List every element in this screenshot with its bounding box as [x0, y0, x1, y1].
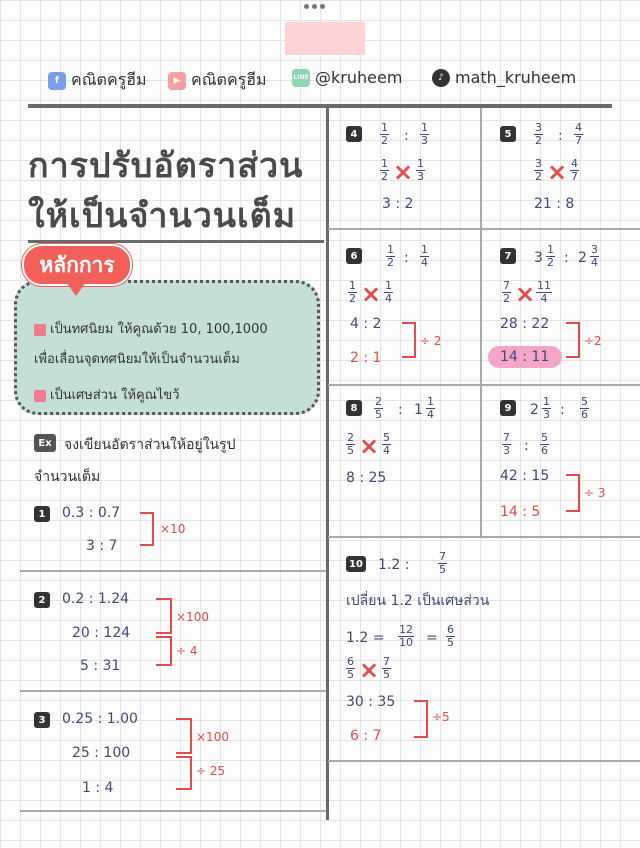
left-divider-2: [20, 690, 326, 692]
row-divider-2: [328, 384, 640, 386]
p2-row3: 5 : 31: [80, 658, 121, 674]
row-divider-1: [328, 228, 640, 230]
p9-conv-a: $\frac{7}{3}$: [503, 431, 510, 457]
cross-icon: ×: [361, 280, 382, 308]
social-facebook: f คณิตครูฮีม: [48, 68, 147, 93]
cross-icon: ×: [359, 432, 380, 460]
title-line-2: ให้เป็นจำนวนเต็ม: [28, 196, 297, 236]
rule-2: เป็นเศษส่วน ให้คูณไขว้: [34, 384, 180, 405]
p2-bracket-2: [156, 636, 172, 666]
ex-instruction-2: จำนวนเต็ม: [34, 469, 101, 485]
p9-bracket: [566, 474, 580, 512]
p7-row2: 14 : 11: [500, 349, 550, 365]
p8-whole: 1: [414, 402, 423, 418]
p10-frac-6-5: $\frac{6}{5}$: [447, 623, 454, 649]
cross-icon: ×: [547, 158, 568, 186]
ex-badge: Ex: [34, 434, 56, 452]
row-divider-4: [328, 760, 640, 762]
p7-cross-a: $\frac{7}{2}$: [503, 279, 510, 305]
p5-colon: :: [558, 128, 563, 144]
p9-colon: :: [560, 402, 565, 418]
p8-colon: :: [398, 402, 403, 418]
p2-op1: ×100: [176, 610, 209, 624]
p8-cross-b: $\frac{5}{4}$: [383, 431, 390, 457]
p7-colon: :: [564, 250, 569, 266]
social-line: LINE @kruheem: [293, 68, 403, 87]
tiktok-icon: ♪: [432, 69, 450, 87]
p5-frac-b: $\frac{4}{7}$: [575, 121, 582, 147]
p5-result: 21 : 8: [534, 196, 575, 212]
bullet-square-icon: [34, 324, 46, 336]
vertical-divider: [326, 108, 329, 820]
p10-frac-b: $\frac{7}{5}$: [439, 550, 446, 576]
p9-frac-b: $\frac{5}{6}$: [581, 395, 588, 421]
p10-cross-b: $\frac{7}{5}$: [383, 655, 390, 681]
bullet-square-icon: [34, 390, 46, 402]
p9-frac-1: $\frac{1}{3}$: [543, 395, 550, 421]
p6-row1: 4 : 2: [350, 316, 382, 332]
p9-colon-2: :: [524, 438, 529, 454]
p8-frac-a: $\frac{2}{5}$: [375, 395, 382, 421]
p7-row1: 28 : 22: [500, 316, 550, 332]
p10-eq: 1.2 =: [346, 630, 385, 646]
p6-colon: :: [404, 250, 409, 266]
p10-note: เปลี่ยน 1.2 เป็นเศษส่วน: [346, 593, 490, 609]
p6-cross-a: $\frac{1}{2}$: [349, 279, 356, 305]
more-dots-icon[interactable]: [304, 4, 325, 9]
p10-lead: 1.2 :: [378, 557, 410, 573]
facebook-icon: f: [48, 72, 66, 90]
p3-row3: 1 : 4: [82, 780, 114, 796]
p7-whole-2: 2: [578, 250, 587, 266]
p5-cross-b: $\frac{4}{7}$: [571, 157, 578, 183]
header-rule: [28, 104, 612, 108]
problem-1-badge: 1: [34, 506, 50, 522]
p10-row2: 6 : 7: [350, 728, 382, 744]
youtube-icon: ▶: [168, 72, 186, 90]
problem-7-badge: 7: [500, 248, 516, 264]
p8-result: 8 : 25: [346, 470, 387, 486]
p7-bracket: [566, 322, 580, 358]
social-youtube: ▶ คณิตครูฮีม: [168, 68, 267, 93]
p4-colon: :: [404, 128, 409, 144]
p5-cross-a: $\frac{3}{2}$: [535, 157, 542, 183]
p7-op: ÷2: [584, 334, 602, 348]
p2-row2: 20 : 124: [72, 625, 131, 641]
p9-conv-b: $\frac{5}{6}$: [541, 431, 548, 457]
problem-4-badge: 4: [346, 126, 362, 142]
problem-6-badge: 6: [346, 248, 362, 264]
p7-frac-1: $\frac{1}{2}$: [547, 243, 554, 269]
p1-row2: 3 : 7: [86, 538, 118, 554]
left-divider-1: [20, 570, 326, 572]
p6-op: ÷ 2: [420, 334, 442, 348]
row-divider-3: [328, 536, 640, 538]
problem-5-badge: 5: [500, 126, 516, 142]
p3-row1: 0.25 : 1.00: [62, 711, 138, 727]
p7-frac-2: $\frac{3}{4}$: [591, 243, 598, 269]
p9-row1: 42 : 15: [500, 468, 550, 484]
problem-8-badge: 8: [346, 400, 362, 416]
p6-bracket: [402, 322, 416, 358]
p9-row2: 14 : 5: [500, 504, 541, 520]
p4-cross-a: $\frac{1}{2}$: [381, 157, 388, 183]
p5-frac-a: $\frac{3}{2}$: [535, 121, 542, 147]
rule-1: เป็นทศนิยม ให้คูณด้วย 10, 100,1000: [34, 318, 268, 339]
p2-row1: 0.2 : 1.24: [62, 591, 130, 607]
p2-bracket-1: [156, 598, 172, 634]
p7-whole-1: 3: [534, 250, 543, 266]
line-icon: LINE: [292, 69, 310, 87]
cross-icon: ×: [359, 656, 380, 684]
p6-frac-a: $\frac{1}{2}$: [387, 243, 394, 269]
cross-icon: ×: [393, 158, 414, 186]
problem-10-badge: 10: [346, 556, 366, 572]
p3-row2: 25 : 100: [72, 745, 131, 761]
p3-op2: ÷ 25: [196, 764, 226, 778]
p6-frac-b: $\frac{1}{4}$: [421, 243, 428, 269]
principle-label: หลักการ: [22, 244, 132, 286]
p4-frac-a: $\frac{1}{2}$: [381, 121, 388, 147]
p1-bracket: [140, 512, 154, 546]
left-divider-3: [20, 810, 326, 812]
p2-op2: ÷ 4: [176, 644, 198, 658]
p10-cross-a: $\frac{6}{5}$: [347, 655, 354, 681]
p3-op1: ×100: [196, 730, 229, 744]
col-divider: [480, 108, 482, 536]
problem-2-badge: 2: [34, 592, 50, 608]
p9-whole: 2: [530, 402, 539, 418]
p7-cross-b: $\frac{11}{4}$: [537, 279, 551, 305]
p4-result: 3 : 2: [382, 196, 414, 212]
p3-bracket-1: [176, 718, 192, 754]
pink-tape: [285, 22, 365, 55]
p6-cross-b: $\frac{1}{4}$: [385, 279, 392, 305]
cross-icon: ×: [515, 280, 536, 308]
bubble-tail: [66, 282, 86, 296]
p8-cross-a: $\frac{2}{5}$: [347, 431, 354, 457]
ex-instruction-1: จงเขียนอัตราส่วนให้อยู่ในรูป: [64, 437, 236, 453]
p10-row1: 30 : 35: [346, 694, 396, 710]
p9-op: ÷ 3: [584, 486, 606, 500]
p1-row1: 0.3 : 0.7: [62, 505, 121, 521]
rule-1-cont: เพื่อเลื่อนจุดทศนิยมให้เป็นจำนวนเต็ม: [34, 352, 240, 367]
p10-op: ÷5: [432, 710, 450, 724]
p4-cross-b: $\frac{1}{3}$: [417, 157, 424, 183]
p10-equals: =: [426, 630, 438, 646]
title-line-1: การปรับอัตราส่วน: [28, 146, 304, 186]
p8-frac-b: $\frac{1}{4}$: [427, 395, 434, 421]
p1-op: ×10: [160, 522, 186, 536]
social-tiktok: ♪ math_kruheem: [432, 68, 576, 87]
problem-9-badge: 9: [500, 400, 516, 416]
problem-3-badge: 3: [34, 712, 50, 728]
p3-bracket-2: [176, 756, 192, 790]
p6-row2: 2 : 1: [350, 350, 382, 366]
p10-frac-12-10: $\frac{12}{10}$: [399, 623, 413, 649]
p4-frac-b: $\frac{1}{3}$: [421, 121, 428, 147]
p10-bracket: [414, 700, 428, 738]
